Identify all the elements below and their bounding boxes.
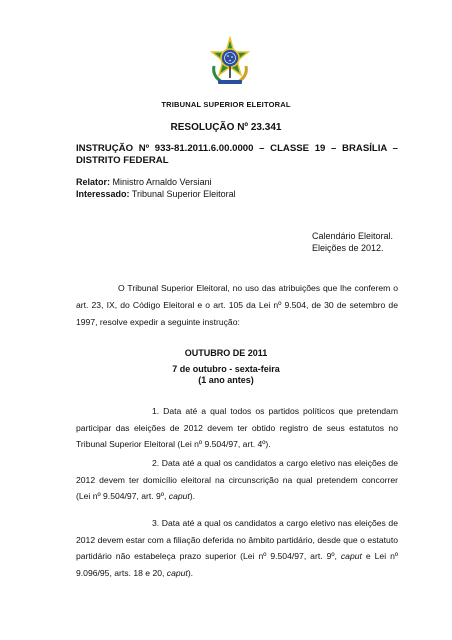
case-metadata	[76, 176, 236, 200]
preamble-paragraph	[76, 280, 398, 331]
list-item	[76, 515, 398, 581]
section-date-note: (1 ano antes)	[198, 375, 254, 385]
interessado-value: Tribunal Superior Eleitoral	[131, 189, 236, 199]
relator-value: Ministro Arnaldo Versiani	[112, 177, 212, 187]
item-3-text: 3. Data até a qual os candidatos a cargo eletivo nas eleições de 2012 devem estar com a filiação deferida no âmbito partidário, desde que o estatuto partidário não estabeleça prazo superior (Lei nº 9.504/97, art. 9º,	[76, 518, 398, 561]
resolution-number: RESOLUÇÃO Nº 23.341	[170, 122, 282, 133]
section-month: OUTUBRO DE 2011	[184, 348, 268, 358]
ementa-line-1: Calendário Eleitoral.	[312, 231, 394, 241]
instruction-heading	[76, 143, 398, 167]
instruction-line-2: DISTRITO FEDERAL	[76, 155, 169, 166]
relator-label: Relator:	[76, 177, 111, 187]
item-1-text: 1. Data até a qual todos os partidos políticos que pretendam participar das eleições de 2012 devem ter obtido registro de seus estatutos no Tribunal Superior Eleitoral (Lei nº 9.504/97, art. 4º).	[76, 406, 398, 449]
section-date-line: 7 de outubro - sexta-feira	[172, 364, 280, 374]
relator-row	[76, 176, 236, 188]
item-2-text: 2. Data até a qual os candidatos a cargo eletivo nas eleições de 2012 devem ter domicílio eleitoral na circunscrição na qual pretendem concorrer (Lei nº 9.504/97, art. 9º,	[76, 458, 398, 501]
instruction-line-1: INSTRUÇÃO Nº 933-81.2011.6.00.0000 – CLASSE 19 – BRASÍLIA –	[76, 143, 398, 154]
item-3-caput-1: caput	[340, 551, 362, 561]
list-item	[76, 403, 398, 453]
interessado-row	[76, 188, 236, 200]
organization-name: TRIBUNAL SUPERIOR ELEITORAL	[161, 100, 291, 109]
coat-of-arms-icon	[208, 36, 252, 86]
item-2-tail: ).	[189, 491, 196, 501]
item-2-caput: caput	[168, 491, 190, 501]
list-item	[76, 455, 398, 505]
item-3-tail: ).	[187, 567, 194, 578]
item-3-caput-2: caput	[166, 567, 188, 578]
section-date	[0, 364, 452, 386]
interessado-label: Interessado:	[76, 189, 130, 199]
item-3-middle: e Lei nº 9.096/95, arts. 18 e 20,	[76, 551, 399, 578]
preamble-text: O Tribunal Superior Eleitoral, no uso das atribuições que lhe conferem o art. 23, IX, do Código Eleitoral e o art. 105 da Lei nº 9.504, de 30 de setembro de 1997, resolve expedir a seguinte instrução:	[76, 283, 398, 327]
ementa	[312, 230, 393, 254]
ementa-line-2: Eleições de 2012.	[312, 243, 384, 253]
